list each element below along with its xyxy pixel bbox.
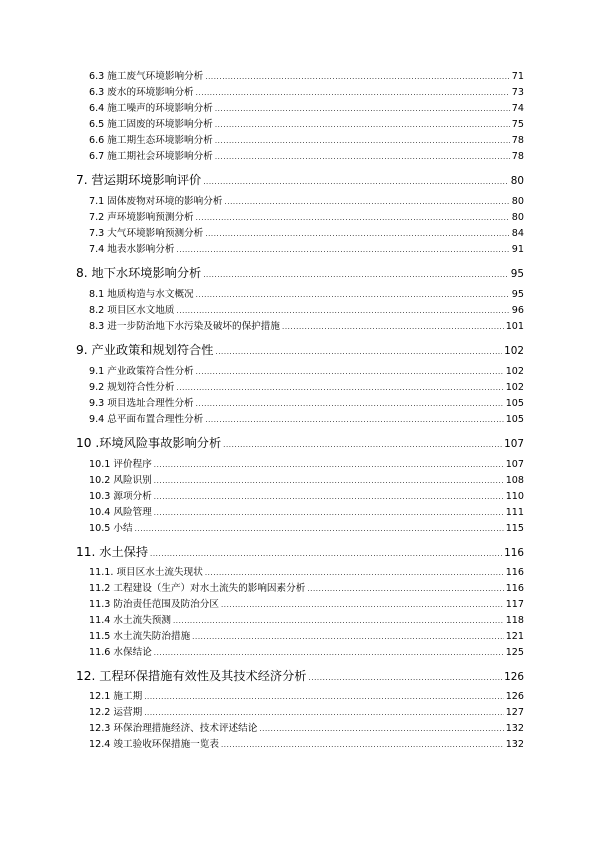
toc-chapter-entry[interactable] [76, 341, 524, 359]
toc-entry-page-number: 127 [505, 707, 524, 718]
dot-leader [215, 349, 502, 356]
dot-leader [224, 199, 509, 206]
dot-leader [173, 618, 504, 625]
toc-section-entry[interactable] [89, 690, 524, 704]
dot-leader [308, 675, 502, 682]
toc-entry-label: 12.1 施工期 [89, 691, 143, 702]
toc-entry-label: 9.1 产业政策符合性分析 [89, 366, 194, 377]
toc-entry-label: 6.3 施工废气环境影响分析 [89, 71, 204, 82]
toc-section-entry[interactable] [89, 614, 524, 628]
toc-entry-page-number: 80 [511, 212, 524, 223]
toc-entry-page-number: 71 [511, 71, 524, 82]
dot-leader [176, 247, 509, 254]
toc-section-entry[interactable] [89, 706, 524, 720]
toc-entry-page-number: 110 [505, 491, 524, 502]
toc-entry-page-number: 107 [504, 438, 524, 450]
toc-entry-label: 8. 地下水环境影响分析 [76, 266, 202, 280]
dot-leader [196, 369, 504, 376]
toc-entry-page-number: 126 [504, 671, 524, 683]
toc-chapter-entry[interactable] [76, 434, 524, 452]
toc-entry-page-number: 84 [511, 228, 524, 239]
toc-section-entry[interactable] [89, 288, 524, 302]
toc-entry-label: 11.6 水保结论 [89, 647, 152, 658]
toc-section-entry[interactable] [89, 195, 524, 209]
dot-leader [205, 417, 503, 424]
toc-section-entry[interactable] [89, 150, 524, 164]
toc-entry-label: 9.4 总平面布置合理性分析 [89, 414, 204, 425]
toc-entry-page-number: 102 [505, 382, 524, 393]
toc-entry-page-number: 95 [510, 268, 524, 280]
toc-entry-page-number: 111 [505, 507, 524, 518]
toc-entry-page-number: 116 [505, 583, 524, 594]
toc-entry-label: 6.6 施工期生态环境影响分析 [89, 135, 213, 146]
toc-entry-label: 8.1 地质构造与水文概况 [89, 289, 194, 300]
toc-chapter-entry[interactable] [76, 264, 524, 282]
dot-leader [196, 292, 510, 299]
toc-entry-label: 6.4 施工噪声的环境影响分析 [89, 103, 213, 114]
toc-section-entry[interactable] [89, 474, 524, 488]
dot-leader [196, 215, 510, 222]
dot-leader [221, 742, 504, 749]
toc-entry-page-number: 116 [504, 547, 524, 559]
toc-entry-label: 9.2 规划符合性分析 [89, 382, 175, 393]
toc-section-entry[interactable] [89, 738, 524, 752]
toc-entry-label: 8.3 进一步防治地下水污染及破坏的保护措施 [89, 321, 280, 332]
toc-entry-page-number: 75 [511, 119, 524, 130]
toc-entry-page-number: 78 [511, 135, 524, 146]
toc-entry-page-number: 108 [505, 475, 524, 486]
dot-leader [144, 694, 503, 701]
toc-entry-page-number: 73 [511, 87, 524, 98]
toc-entry-label: 11.5 水土流失防治措施 [89, 631, 191, 642]
dot-leader [203, 272, 509, 279]
dot-leader [307, 586, 503, 593]
dot-leader [196, 401, 504, 408]
toc-entry-label: 6.7 施工期社会环境影响分析 [89, 151, 213, 162]
toc-entry-label: 10.1 评价程序 [89, 459, 152, 470]
toc-entry-label: 11. 水土保持 [76, 545, 149, 559]
toc-entry-label: 10 .环境风险事故影响分析 [76, 436, 222, 450]
toc-section-entry[interactable] [89, 413, 524, 427]
toc-entry-page-number: 80 [510, 175, 524, 187]
toc-entry-page-number: 80 [511, 196, 524, 207]
dot-leader [203, 179, 509, 186]
dot-leader [215, 154, 510, 161]
toc-entry-label: 12.2 运营期 [89, 707, 143, 718]
toc-entry-label: 8.2 项目区水文地质 [89, 305, 175, 316]
toc-section-entry[interactable] [89, 211, 524, 225]
toc-entry-page-number: 91 [511, 244, 524, 255]
toc-entry-label: 12. 工程环保措施有效性及其技术经济分析 [76, 669, 307, 683]
toc-entry-label: 11.2 工程建设（生产）对水土流失的影响因素分析 [89, 583, 306, 594]
dot-leader [223, 442, 502, 449]
toc-entry-label: 10.2 风险识别 [89, 475, 152, 486]
toc-section-entry[interactable] [89, 243, 524, 257]
dot-leader [221, 602, 504, 609]
dot-leader [154, 510, 504, 517]
toc-chapter-entry[interactable] [76, 543, 524, 561]
dot-leader [154, 478, 504, 485]
dot-leader [154, 494, 504, 501]
dot-leader [154, 462, 504, 469]
toc-entry-label: 11.4 水土流失预测 [89, 615, 171, 626]
toc-entry-page-number: 95 [511, 289, 524, 300]
toc-entry-page-number: 132 [505, 739, 524, 750]
toc-section-entry[interactable] [89, 134, 524, 148]
toc-entry-page-number: 121 [505, 631, 524, 642]
toc-section-entry[interactable] [89, 506, 524, 520]
toc-entry-label: 10.5 小结 [89, 523, 133, 534]
toc-section-entry[interactable] [89, 582, 524, 596]
toc-section-entry[interactable] [89, 566, 524, 580]
dot-leader [215, 138, 510, 145]
toc-section-entry[interactable] [89, 630, 524, 644]
toc-entry-label: 10.3 源项分析 [89, 491, 152, 502]
toc-entry-page-number: 78 [511, 151, 524, 162]
toc-entry-page-number: 117 [505, 599, 524, 610]
toc-entry-page-number: 115 [505, 523, 524, 534]
toc-section-entry[interactable] [89, 365, 524, 379]
toc-entry-label: 9.3 项目选址合理性分析 [89, 398, 194, 409]
toc-section-entry[interactable] [89, 522, 524, 536]
dot-leader [154, 650, 504, 657]
toc-entry-label: 7.3 大气环境影响预测分析 [89, 228, 204, 239]
toc-entry-page-number: 96 [511, 305, 524, 316]
toc-section-entry[interactable] [89, 646, 524, 660]
toc-chapter-entry[interactable] [76, 171, 524, 189]
toc-entry-label: 12.3 环保治理措施经济、技术评述结论 [89, 723, 258, 734]
toc-entry-page-number: 125 [505, 647, 524, 658]
dot-leader [192, 634, 504, 641]
toc-entry-label: 7.2 声环境影响预测分析 [89, 212, 194, 223]
toc-entry-page-number: 105 [505, 414, 524, 425]
toc-entry-page-number: 118 [505, 615, 524, 626]
toc-section-entry[interactable] [89, 70, 524, 84]
toc-entry-label: 7.4 地表水影响分析 [89, 244, 175, 255]
dot-leader [259, 726, 503, 733]
toc-section-entry[interactable] [89, 304, 524, 318]
toc-section-entry[interactable] [89, 320, 524, 334]
dot-leader [282, 324, 504, 331]
dot-leader [205, 570, 504, 577]
toc-entry-label: 12.4 竣工验收环保措施一览表 [89, 739, 219, 750]
toc-entry-label: 11.3 防治责任范围及防治分区 [89, 599, 219, 610]
toc-entry-page-number: 102 [505, 366, 524, 377]
toc-section-entry[interactable] [89, 227, 524, 241]
toc-entry-page-number: 107 [505, 459, 524, 470]
toc-entry-label: 6.5 施工固废的环境影响分析 [89, 119, 213, 130]
toc-entry-page-number: 116 [505, 567, 524, 578]
dot-leader [176, 308, 509, 315]
toc-entry-label: 11.1. 项目区水土流失现状 [89, 567, 203, 578]
toc-entry-label: 6.3 废水的环境影响分析 [89, 87, 194, 98]
toc-entry-page-number: 126 [505, 691, 524, 702]
dot-leader [205, 74, 510, 81]
toc-section-entry[interactable] [89, 102, 524, 116]
toc-section-entry[interactable] [89, 458, 524, 472]
dot-leader [215, 106, 510, 113]
toc-entry-label: 7. 营运期环境影响评价 [76, 173, 202, 187]
dot-leader [135, 526, 504, 533]
toc-entry-page-number: 74 [511, 103, 524, 114]
dot-leader [205, 231, 510, 238]
toc-entry-page-number: 132 [505, 723, 524, 734]
dot-leader [215, 122, 510, 129]
toc-section-entry[interactable] [89, 118, 524, 132]
toc-chapter-entry[interactable] [76, 667, 524, 685]
toc-section-entry[interactable] [89, 490, 524, 504]
dot-leader [150, 551, 502, 558]
toc-entry-page-number: 105 [505, 398, 524, 409]
toc-section-entry[interactable] [89, 86, 524, 100]
toc-entry-label: 10.4 风险管理 [89, 507, 152, 518]
toc-entry-page-number: 101 [505, 321, 524, 332]
toc-section-entry[interactable] [89, 381, 524, 395]
dot-leader [196, 90, 510, 97]
dot-leader [176, 385, 503, 392]
toc-entry-label: 9. 产业政策和规划符合性 [76, 343, 214, 357]
toc-section-entry[interactable] [89, 722, 524, 736]
toc-entry-label: 7.1 固体废物对环境的影响分析 [89, 196, 223, 207]
dot-leader [144, 710, 503, 717]
toc-section-entry[interactable] [89, 598, 524, 612]
toc-section-entry[interactable] [89, 397, 524, 411]
toc-entry-page-number: 102 [504, 345, 524, 357]
